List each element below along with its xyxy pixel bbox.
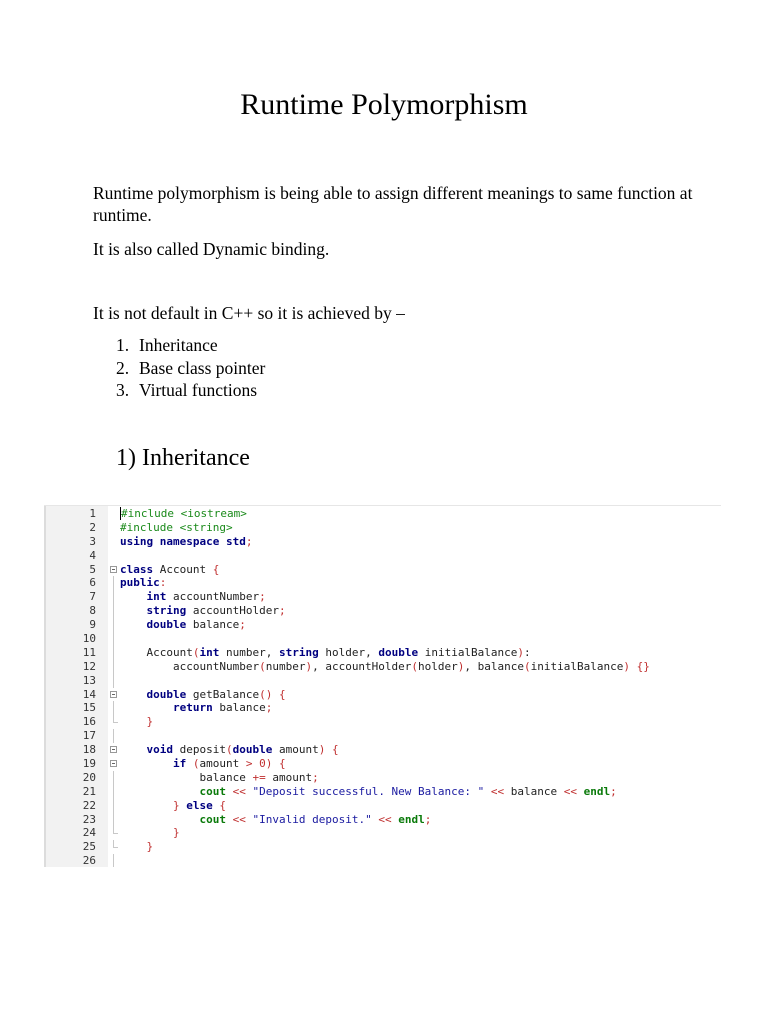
code-line: 24 } [82, 826, 180, 840]
section-heading: 1) Inheritance [116, 445, 250, 471]
code-line: 13 [44, 674, 721, 688]
fold-marker-icon[interactable] [110, 746, 117, 753]
code-line: 17 [44, 729, 721, 743]
list-item-number: 3. [116, 380, 130, 400]
code-lines [44, 507, 721, 867]
page-title: Runtime Polymorphism [240, 88, 528, 121]
list-item [116, 379, 265, 402]
code-line: 15 return balance; [82, 701, 273, 715]
code-line: 6 public: [89, 576, 167, 590]
list-item [116, 334, 265, 357]
code-line: 21 cout << "Deposit successful. New Balance: " << balance << endl; [82, 784, 617, 798]
code-line: 20 balance += amount; [82, 770, 319, 784]
list-item-text: Inheritance [139, 335, 218, 355]
code-line: 3 using namespace std; [89, 534, 253, 548]
code-line: 25 } [82, 840, 154, 854]
not-default-paragraph: It is not default in C++ so it is achieved by – [93, 303, 405, 323]
code-line: 19 if (amount > 0) { [82, 757, 286, 771]
code-line: 8 string accountHolder; [89, 604, 286, 618]
code-line: 18 void deposit(double amount) { [82, 743, 339, 757]
list-item-text: Virtual functions [139, 380, 258, 400]
code-line: 11 Account(int number, string holder, double initialBalance): [82, 645, 531, 659]
code-line: 26 [44, 854, 721, 867]
list-item-number: 2. [116, 357, 130, 378]
dynamic-binding-paragraph: It is also called Dynamic binding. [93, 239, 330, 259]
code-line: 1 #include <iostream> [89, 507, 247, 520]
code-line: 23 cout << "Invalid deposit." << endl; [82, 812, 432, 826]
code-line: 14 double getBalance() { [82, 687, 286, 701]
code-line: 5 class Account { [89, 562, 220, 576]
list-item [116, 357, 265, 380]
list-item-number: 1. [116, 335, 130, 355]
fold-marker-icon[interactable] [110, 760, 117, 767]
code-line: 22 } else { [82, 798, 226, 812]
code-line: 4 [89, 548, 96, 562]
code-line: 16 } [82, 715, 154, 729]
fold-marker-icon[interactable] [110, 691, 117, 698]
list-item-text: Base class pointer [139, 357, 266, 378]
code-screenshot [44, 505, 721, 867]
code-line: 2 #include <string> [89, 520, 233, 534]
intro-paragraph: Runtime polymorphism is being able to assign different meanings to same function at runtime. [93, 183, 693, 225]
code-line: 9 double balance; [89, 618, 246, 632]
code-line: 10 [44, 632, 721, 646]
fold-marker-icon[interactable] [110, 566, 117, 573]
code-line: 12 accountNumber(number), accountHolder(holder), balance(initialBalance) {} [82, 659, 650, 673]
code-line: 7 int accountNumber; [89, 590, 266, 604]
methods-list [116, 334, 265, 402]
